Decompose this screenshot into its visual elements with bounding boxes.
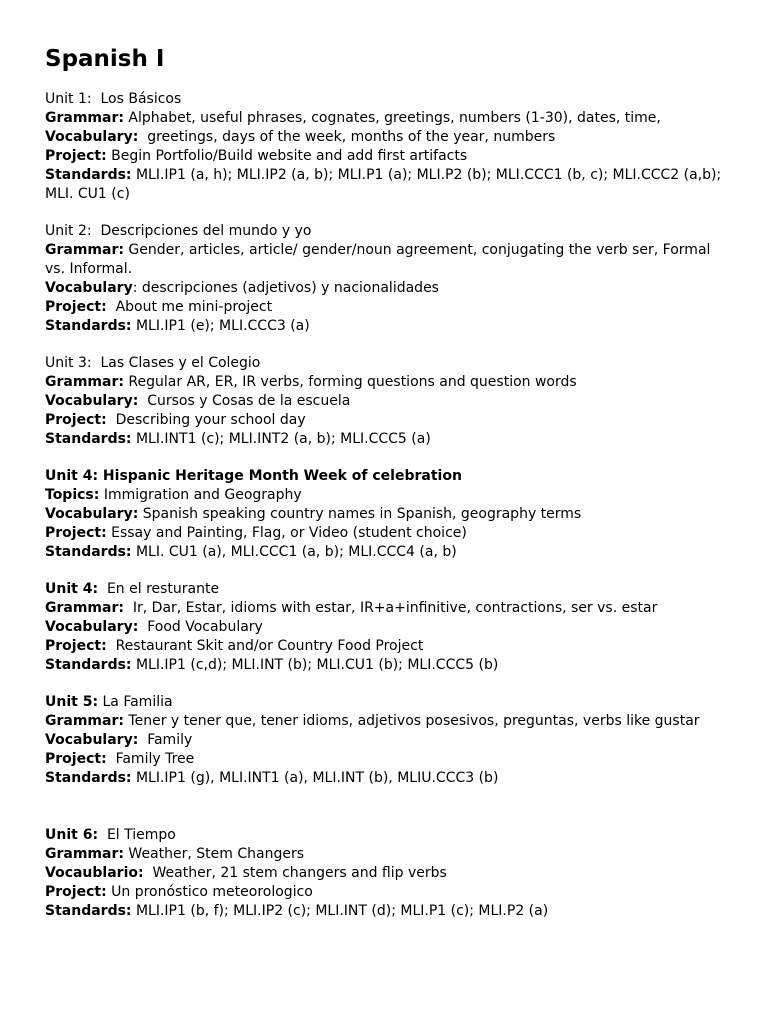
- field-value: Family Tree: [115, 751, 195, 767]
- field-value: Spanish speaking country names in Spanish, geography terms: [142, 506, 582, 522]
- unit-standards: [45, 902, 728, 921]
- unit-vocabulary: [45, 731, 728, 750]
- field-value: : descripciones (adjetivos) y nacionalidades: [132, 280, 439, 296]
- unit-vocabulary: [45, 864, 728, 883]
- field-label: Project:: [45, 299, 107, 315]
- unit-project: [45, 883, 728, 902]
- unit-vocabulary: [45, 279, 728, 298]
- field-label: Project:: [45, 751, 107, 767]
- unit-number: Unit 6:: [45, 827, 99, 843]
- unit-name: La Familia: [102, 694, 173, 710]
- field-value: greetings, days of the week, months of the year, numbers: [147, 129, 556, 145]
- unit-standards: [45, 769, 728, 788]
- field-value: MLI.IP1 (g), MLI.INT1 (a), MLI.INT (b), MLIU.CCC3 (b): [135, 770, 499, 786]
- field-value: Un pronóstico meteorologico: [111, 884, 313, 900]
- unit-heading: [45, 580, 728, 599]
- field-value: Weather, Stem Changers: [128, 846, 304, 862]
- field-value: Weather, 21 stem changers and flip verbs: [152, 865, 447, 881]
- unit-number: Unit 4:: [45, 581, 99, 597]
- field-value: Ir, Dar, Estar, idioms with estar, IR+a+infinitive, contractions, ser vs. estar: [132, 600, 658, 616]
- field-value: Gender, articles, article/ gender/noun agreement, conjugating the verb ser, Formal vs. Informal.: [45, 242, 711, 277]
- unit-heading: [45, 354, 728, 373]
- field-label: Grammar:: [45, 110, 124, 126]
- field-label: Standards:: [45, 167, 132, 183]
- field-value: Cursos y Cosas de la escuela: [147, 393, 351, 409]
- unit-heading: [45, 826, 728, 845]
- field-label: Vocabulary:: [45, 619, 139, 635]
- field-label: Project:: [45, 412, 107, 428]
- field-value: Family: [147, 732, 193, 748]
- field-value: Restaurant Skit and/or Country Food Project: [115, 638, 424, 654]
- field-label: Standards:: [45, 770, 132, 786]
- unit-3: [45, 354, 728, 449]
- unit-standards: [45, 656, 728, 675]
- field-value: MLI.IP1 (c,d); MLI.INT (b); MLI.CU1 (b); MLI.CCC5 (b): [135, 657, 499, 673]
- field-value: Food Vocabulary: [147, 619, 263, 635]
- unit-grammar: [45, 241, 728, 279]
- unit-project: [45, 147, 728, 166]
- unit-grammar: [45, 109, 728, 128]
- field-label: Standards:: [45, 544, 132, 560]
- field-value: Alphabet, useful phrases, cognates, greetings, numbers (1-30), dates, time,: [128, 110, 661, 126]
- unit-name: En el resturante: [106, 581, 220, 597]
- field-label: Standards:: [45, 318, 132, 334]
- unit-number: Unit 2:: [45, 223, 92, 239]
- unit-standards: [45, 430, 728, 449]
- unit-project: [45, 298, 728, 317]
- unit-heading: [45, 467, 728, 486]
- field-value: Tener y tener que, tener idioms, adjetivos posesivos, preguntas, verbs like gustar: [128, 713, 700, 729]
- field-label: Project:: [45, 884, 107, 900]
- unit-name: Hispanic Heritage Month Week of celebration: [102, 468, 462, 484]
- field-label: Grammar:: [45, 374, 124, 390]
- unit-grammar: [45, 712, 728, 731]
- unit-project: [45, 637, 728, 656]
- unit-grammar: [45, 373, 728, 392]
- unit-name: Los Básicos: [100, 91, 182, 107]
- unit-heading: [45, 90, 728, 109]
- unit-project: [45, 524, 728, 543]
- unit-topics: [45, 486, 728, 505]
- field-label: Standards:: [45, 657, 132, 673]
- unit-1: [45, 90, 728, 204]
- document-title: Spanish I: [45, 46, 165, 72]
- unit-vocabulary: [45, 392, 728, 411]
- field-label: Vocabulary: [45, 280, 133, 296]
- unit-number: Unit 5:: [45, 694, 99, 710]
- field-label: Standards:: [45, 903, 132, 919]
- unit-heading: [45, 222, 728, 241]
- unit-5: [45, 693, 728, 788]
- unit-vocabulary: [45, 618, 728, 637]
- unit-6: [45, 826, 728, 921]
- unit-heading: [45, 693, 728, 712]
- unit-name: Las Clases y el Colegio: [100, 355, 261, 371]
- unit-project: [45, 411, 728, 430]
- field-value: Describing your school day: [115, 412, 306, 428]
- field-value: MLI.IP1 (b, f); MLI.IP2 (c); MLI.INT (d); MLI.P1 (c); MLI.P2 (a): [135, 903, 549, 919]
- field-label: Project:: [45, 148, 107, 164]
- field-label: Vocabulary:: [45, 393, 139, 409]
- unit-standards: [45, 166, 728, 204]
- field-value: Essay and Painting, Flag, or Video (student choice): [111, 525, 467, 541]
- unit-name: Descripciones del mundo y yo: [100, 223, 312, 239]
- field-value: About me mini-project: [115, 299, 273, 315]
- field-value: Regular AR, ER, IR verbs, forming questions and question words: [128, 374, 577, 390]
- unit-project: [45, 750, 728, 769]
- unit-number: Unit 1:: [45, 91, 92, 107]
- unit-4-heritage: [45, 467, 728, 562]
- unit-grammar: [45, 845, 728, 864]
- unit-vocabulary: [45, 128, 728, 147]
- field-label: Grammar:: [45, 600, 124, 616]
- field-label: Vocabulary:: [45, 129, 139, 145]
- unit-number: Unit 4:: [45, 468, 99, 484]
- unit-2: [45, 222, 728, 336]
- field-label: Standards:: [45, 431, 132, 447]
- field-value: Immigration and Geography: [103, 487, 302, 503]
- field-label: Project:: [45, 525, 107, 541]
- units-list: [45, 90, 728, 921]
- unit-vocabulary: [45, 505, 728, 524]
- unit-standards: [45, 543, 728, 562]
- field-label: Vocabulary:: [45, 506, 139, 522]
- field-label: Project:: [45, 638, 107, 654]
- field-label: Topics:: [45, 487, 100, 503]
- field-label: Vocabulary:: [45, 732, 139, 748]
- unit-standards: [45, 317, 728, 336]
- field-value: MLI.INT1 (c); MLI.INT2 (a, b); MLI.CCC5 (a): [135, 431, 431, 447]
- field-label: Vocaublario:: [45, 865, 144, 881]
- field-value: Begin Portfolio/Build website and add first artifacts: [111, 148, 468, 164]
- unit-name: El Tiempo: [106, 827, 176, 843]
- unit-grammar: [45, 599, 728, 618]
- field-label: Grammar:: [45, 242, 124, 258]
- field-value: MLI.IP1 (a, h); MLI.IP2 (a, b); MLI.P1 (a); MLI.P2 (b); MLI.CCC1 (b, c); MLI.CCC2 (a,b); MLI. CU1 (c): [45, 167, 722, 202]
- field-label: Grammar:: [45, 713, 124, 729]
- unit-4-restaurante: [45, 580, 728, 675]
- field-label: Grammar:: [45, 846, 124, 862]
- field-value: MLI. CU1 (a), MLI.CCC1 (a, b); MLI.CCC4 (a, b): [135, 544, 457, 560]
- unit-number: Unit 3:: [45, 355, 92, 371]
- field-value: MLI.IP1 (e); MLI.CCC3 (a): [135, 318, 310, 334]
